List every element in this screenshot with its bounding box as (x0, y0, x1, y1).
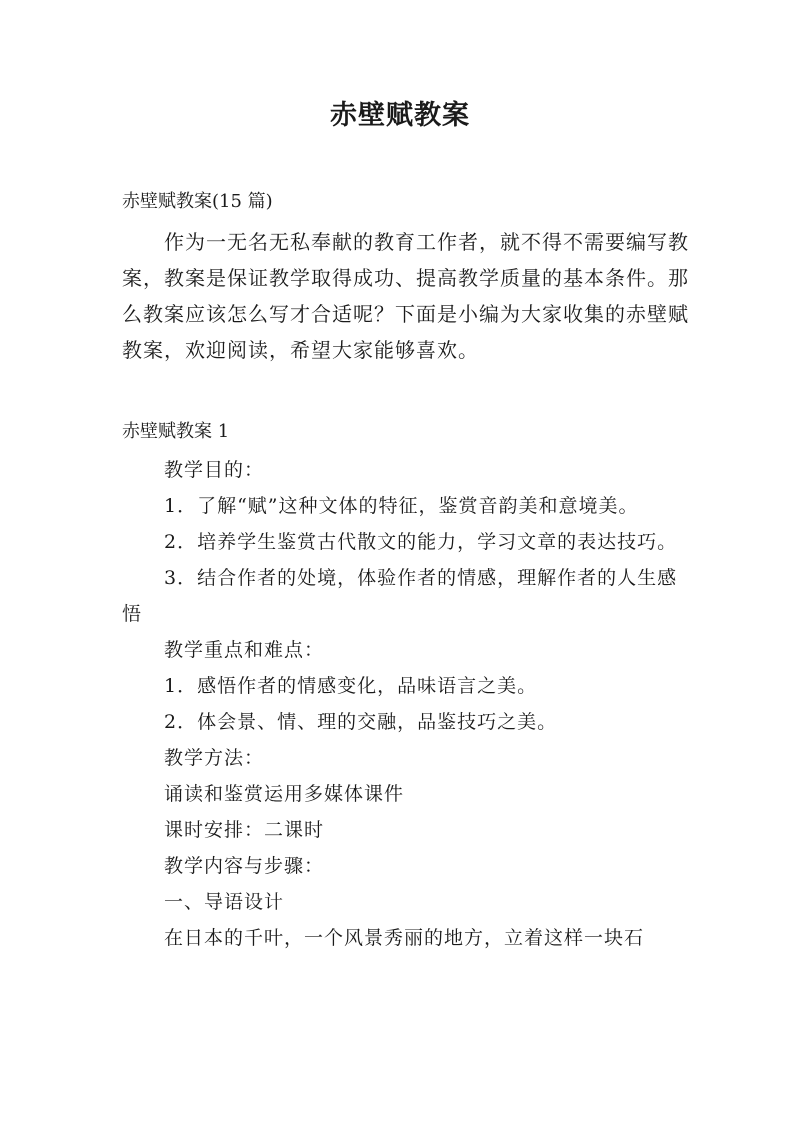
paragraph: 诵读和鉴赏运用多媒体课件 (164, 783, 405, 805)
paragraph: 1．了解“赋”这种文体的特征，鉴赏音韵美和意境美。 (164, 495, 639, 517)
paragraph: 一、导语设计 (164, 891, 285, 913)
paragraph: 教学内容与步骤： (164, 855, 325, 877)
paragraph: 在日本的千叶，一个风景秀丽的地方，立着这样一块石 (164, 927, 645, 949)
paragraph: 课时安排：二课时 (164, 819, 325, 841)
document-title: 赤壁赋教案 (330, 100, 470, 131)
paragraph: 教学方法： (164, 747, 265, 769)
paragraph: 1．感悟作者的情感变化，品味语言之美。 (164, 675, 538, 697)
section-title: 赤壁赋教案 1 (122, 421, 230, 442)
document-subtitle: 赤壁赋教案(15 篇) (122, 191, 273, 212)
paragraph: 2．体会景、情、理的交融，品鉴技巧之美。 (164, 711, 558, 733)
intro-paragraph: 作为一无名无私奉献的教育工作者，就不得不需要编写教案，教案是保证教学取得成功、提高教学质量的基本条件。那么教案应该怎么写才合适呢？下面是小编为大家收集的赤壁赋教案，欢迎阅读，希望大家能够喜欢。 (122, 230, 689, 362)
section-body (122, 452, 690, 956)
paragraph: 教学重点和难点： (164, 639, 325, 661)
paragraph: 3．结合作者的处境，体验作者的情感，理解作者的人生感悟 (122, 567, 678, 625)
paragraph: 教学目的： (164, 459, 265, 481)
paragraph: 2．培养学生鉴赏古代散文的能力，学习文章的表达技巧。 (164, 531, 678, 553)
